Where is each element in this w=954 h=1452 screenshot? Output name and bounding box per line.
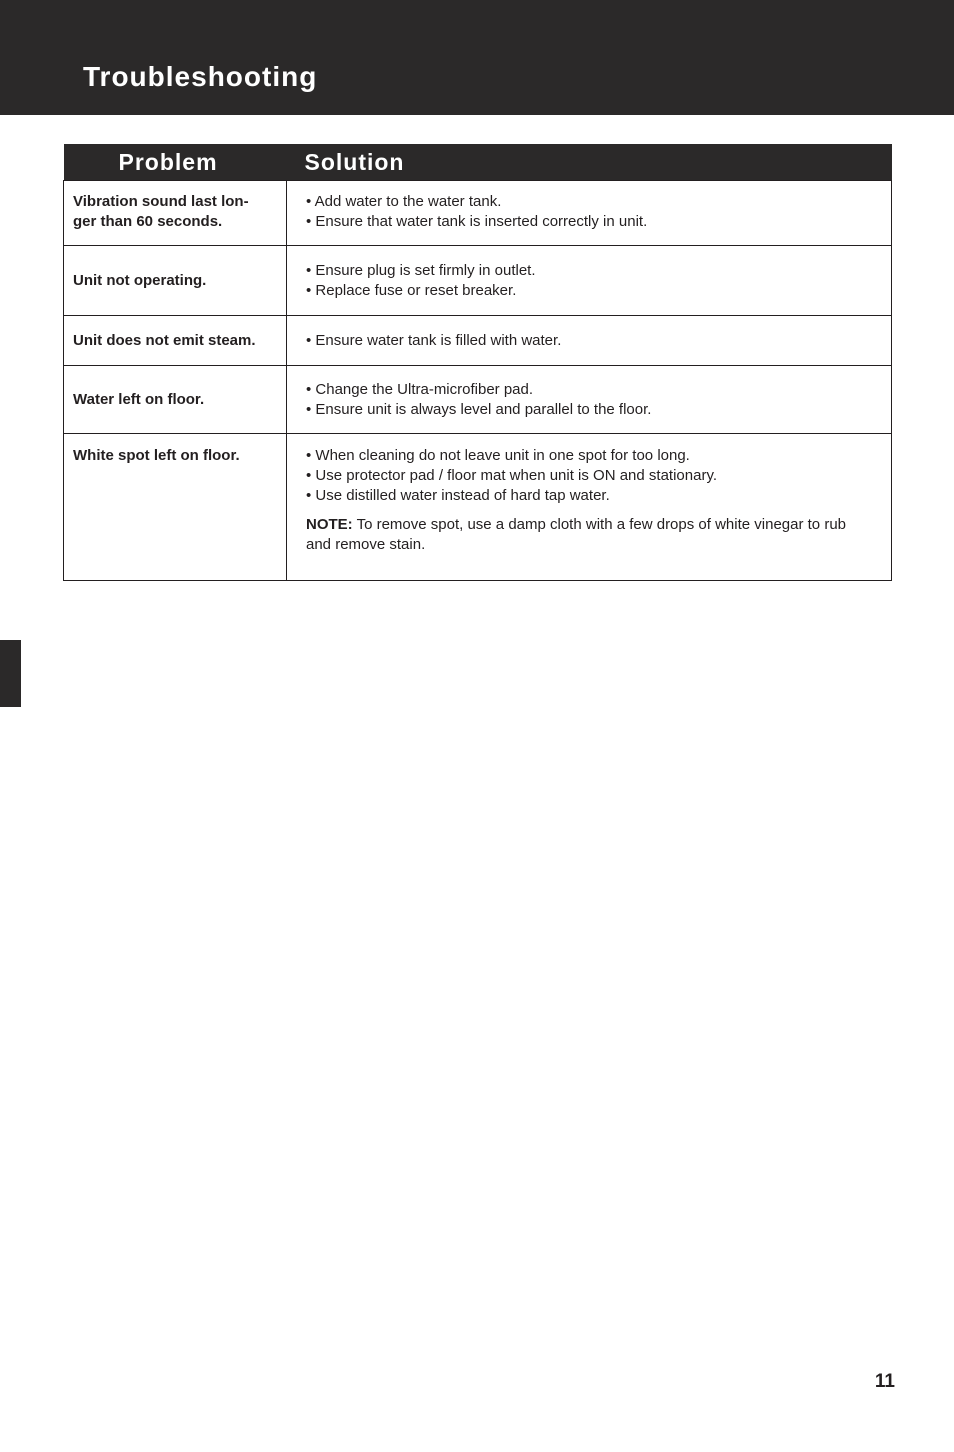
table-header-row: [64, 144, 892, 181]
solution-item: • Ensure unit is always level and parallel to the floor.: [306, 400, 652, 418]
note: [306, 515, 875, 555]
solution-item: • Ensure water tank is filled with water.: [306, 331, 562, 349]
troubleshooting-table: [63, 144, 892, 581]
table-row: [64, 434, 892, 581]
side-tab-marker: [0, 640, 21, 707]
solution-item: • When cleaning do not leave unit in one spot for too long.: [306, 447, 690, 464]
note-label: NOTE:: [306, 516, 353, 533]
solution-cell: [287, 316, 892, 366]
column-header-solution: Solution: [287, 144, 892, 181]
problem-cell: Vibration sound last lon- ger than 60 seconds.: [64, 181, 287, 246]
solution-item: • Ensure plug is set firmly in outlet.: [306, 261, 536, 279]
page-number: 11: [874, 1371, 895, 1392]
table-row: [64, 246, 892, 316]
solution-cell: [287, 181, 892, 246]
note-text: To remove spot, use a damp cloth with a few drops of white vinegar to rub and remove stain.: [306, 516, 846, 553]
solution-item: • Add water to the water tank.: [306, 193, 502, 210]
problem-cell: White spot left on floor.: [64, 434, 287, 581]
solution-cell: [287, 434, 892, 581]
solution-cell: [287, 246, 892, 316]
solution-item: • Change the Ultra-microfiber pad.: [306, 380, 534, 398]
solution-item: • Ensure that water tank is inserted correctly in unit.: [306, 213, 648, 230]
solution-item: • Replace fuse or reset breaker.: [306, 281, 517, 299]
table-row: [64, 316, 892, 366]
page-title: Troubleshooting: [83, 61, 318, 92]
column-header-problem: Problem: [64, 144, 287, 181]
problem-cell: Water left on floor.: [64, 366, 287, 434]
solution-item: • Use protector pad / floor mat when unit is ON and stationary.: [306, 467, 717, 484]
solution-cell: [287, 366, 892, 434]
table-row: [64, 181, 892, 246]
table-row: [64, 366, 892, 434]
problem-cell: Unit does not emit steam.: [64, 316, 287, 366]
solution-item: • Use distilled water instead of hard tap water.: [306, 487, 610, 504]
problem-cell: Unit not operating.: [64, 246, 287, 316]
